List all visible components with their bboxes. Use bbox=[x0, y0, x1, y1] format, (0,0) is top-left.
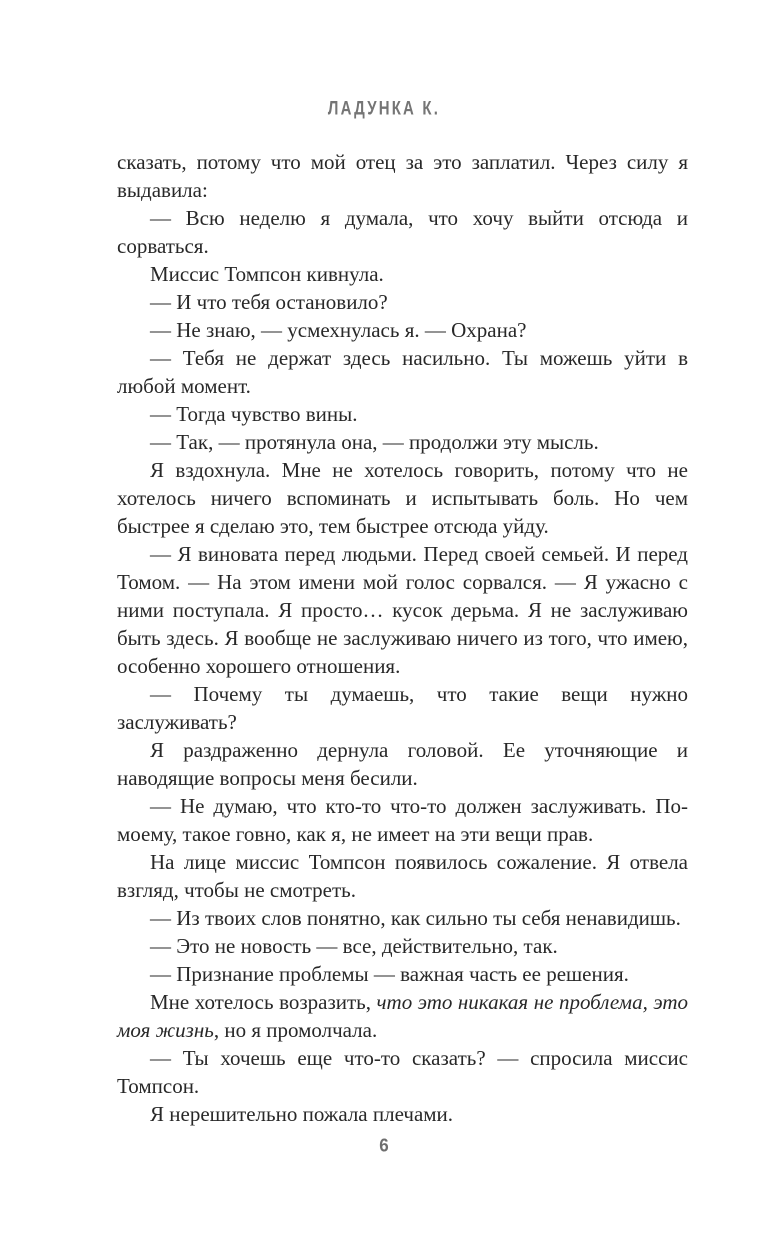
text-segment: Я нерешительно пожала плечами. bbox=[150, 1102, 454, 1126]
paragraph bbox=[117, 792, 688, 848]
paragraph bbox=[117, 904, 688, 932]
paragraph bbox=[117, 540, 688, 680]
text-segment: — Ты хочешь еще что-то сказать? — спросила миссис Томпсон. bbox=[117, 1046, 688, 1098]
text-segment: — Тогда чувство вины. bbox=[150, 402, 358, 426]
paragraph bbox=[117, 428, 688, 456]
italic-text-segment: что это никакая не проблема, это моя жизнь bbox=[117, 990, 688, 1042]
paragraph bbox=[117, 400, 688, 428]
paragraph bbox=[117, 316, 688, 344]
paragraph bbox=[117, 148, 688, 204]
body-text bbox=[117, 148, 688, 1128]
text-segment: — Не думаю, что кто-то что-то должен заслуживать. По-моему, такое говно, как я, не имеет на эти вещи прав. bbox=[117, 794, 688, 846]
paragraph bbox=[117, 288, 688, 316]
text-segment: — Это не новость — все, действительно, так. bbox=[150, 934, 558, 958]
text-segment: Я вздохнула. Мне не хотелось говорить, потому что не хотелось ничего вспоминать и испытывать боль. Но чем быстрее я сделаю это, тем быстрее отсюда уйду. bbox=[117, 458, 688, 538]
text-segment: На лице миссис Томпсон появилось сожаление. Я отвела взгляд, чтобы не смотреть. bbox=[117, 850, 688, 902]
paragraph bbox=[117, 960, 688, 988]
paragraph bbox=[117, 344, 688, 400]
paragraph bbox=[117, 456, 688, 540]
text-segment: — Признание проблемы — важная часть ее решения. bbox=[150, 962, 629, 986]
running-header: ЛАДУНКА К. bbox=[327, 97, 441, 120]
text-segment: , но я промолчала. bbox=[213, 1018, 378, 1042]
paragraph bbox=[117, 848, 688, 904]
text-segment: — Не знаю, — усмехнулась я. — Охрана? bbox=[150, 318, 527, 342]
text-segment: — Я виновата перед людьми. Перед своей семьей. И перед Томом. — На этом имени мой голос сорвался. — Я ужасно с ними поступала. Я просто… кусок дерьма. Я не заслуживаю быть здесь. Я вообще не заслуживаю ничего из того, что имею, особенно хорошего отношения. bbox=[117, 542, 688, 678]
text-segment: — Тебя не держат здесь насильно. Ты можешь уйти в любой момент. bbox=[117, 346, 688, 398]
paragraph bbox=[117, 736, 688, 792]
text-segment: Я раздраженно дернула головой. Ее уточняющие и наводящие вопросы меня бесили. bbox=[117, 738, 688, 790]
paragraph bbox=[117, 260, 688, 288]
paragraph bbox=[117, 204, 688, 260]
paragraph bbox=[117, 988, 688, 1044]
text-segment: — Из твоих слов понятно, как сильно ты себя ненавидишь. bbox=[150, 906, 681, 930]
paragraph bbox=[117, 932, 688, 960]
text-segment: — И что тебя остановило? bbox=[150, 290, 388, 314]
paragraph bbox=[117, 680, 688, 736]
text-segment: Миссис Томпсон кивнула. bbox=[150, 262, 384, 286]
page-number: 6 bbox=[379, 1135, 389, 1156]
text-segment: — Всю неделю я думала, что хочу выйти отсюда и сорваться. bbox=[117, 206, 688, 258]
paragraph bbox=[117, 1100, 688, 1128]
paragraph bbox=[117, 1044, 688, 1100]
text-segment: — Так, — протянула она, — продолжи эту мысль. bbox=[150, 430, 599, 454]
text-segment: Мне хотелось возразить, bbox=[150, 990, 377, 1014]
text-segment: — Почему ты думаешь, что такие вещи нужно заслуживать? bbox=[117, 682, 688, 734]
text-segment: сказать, потому что мой отец за это заплатил. Через силу я выдавила: bbox=[117, 150, 688, 202]
